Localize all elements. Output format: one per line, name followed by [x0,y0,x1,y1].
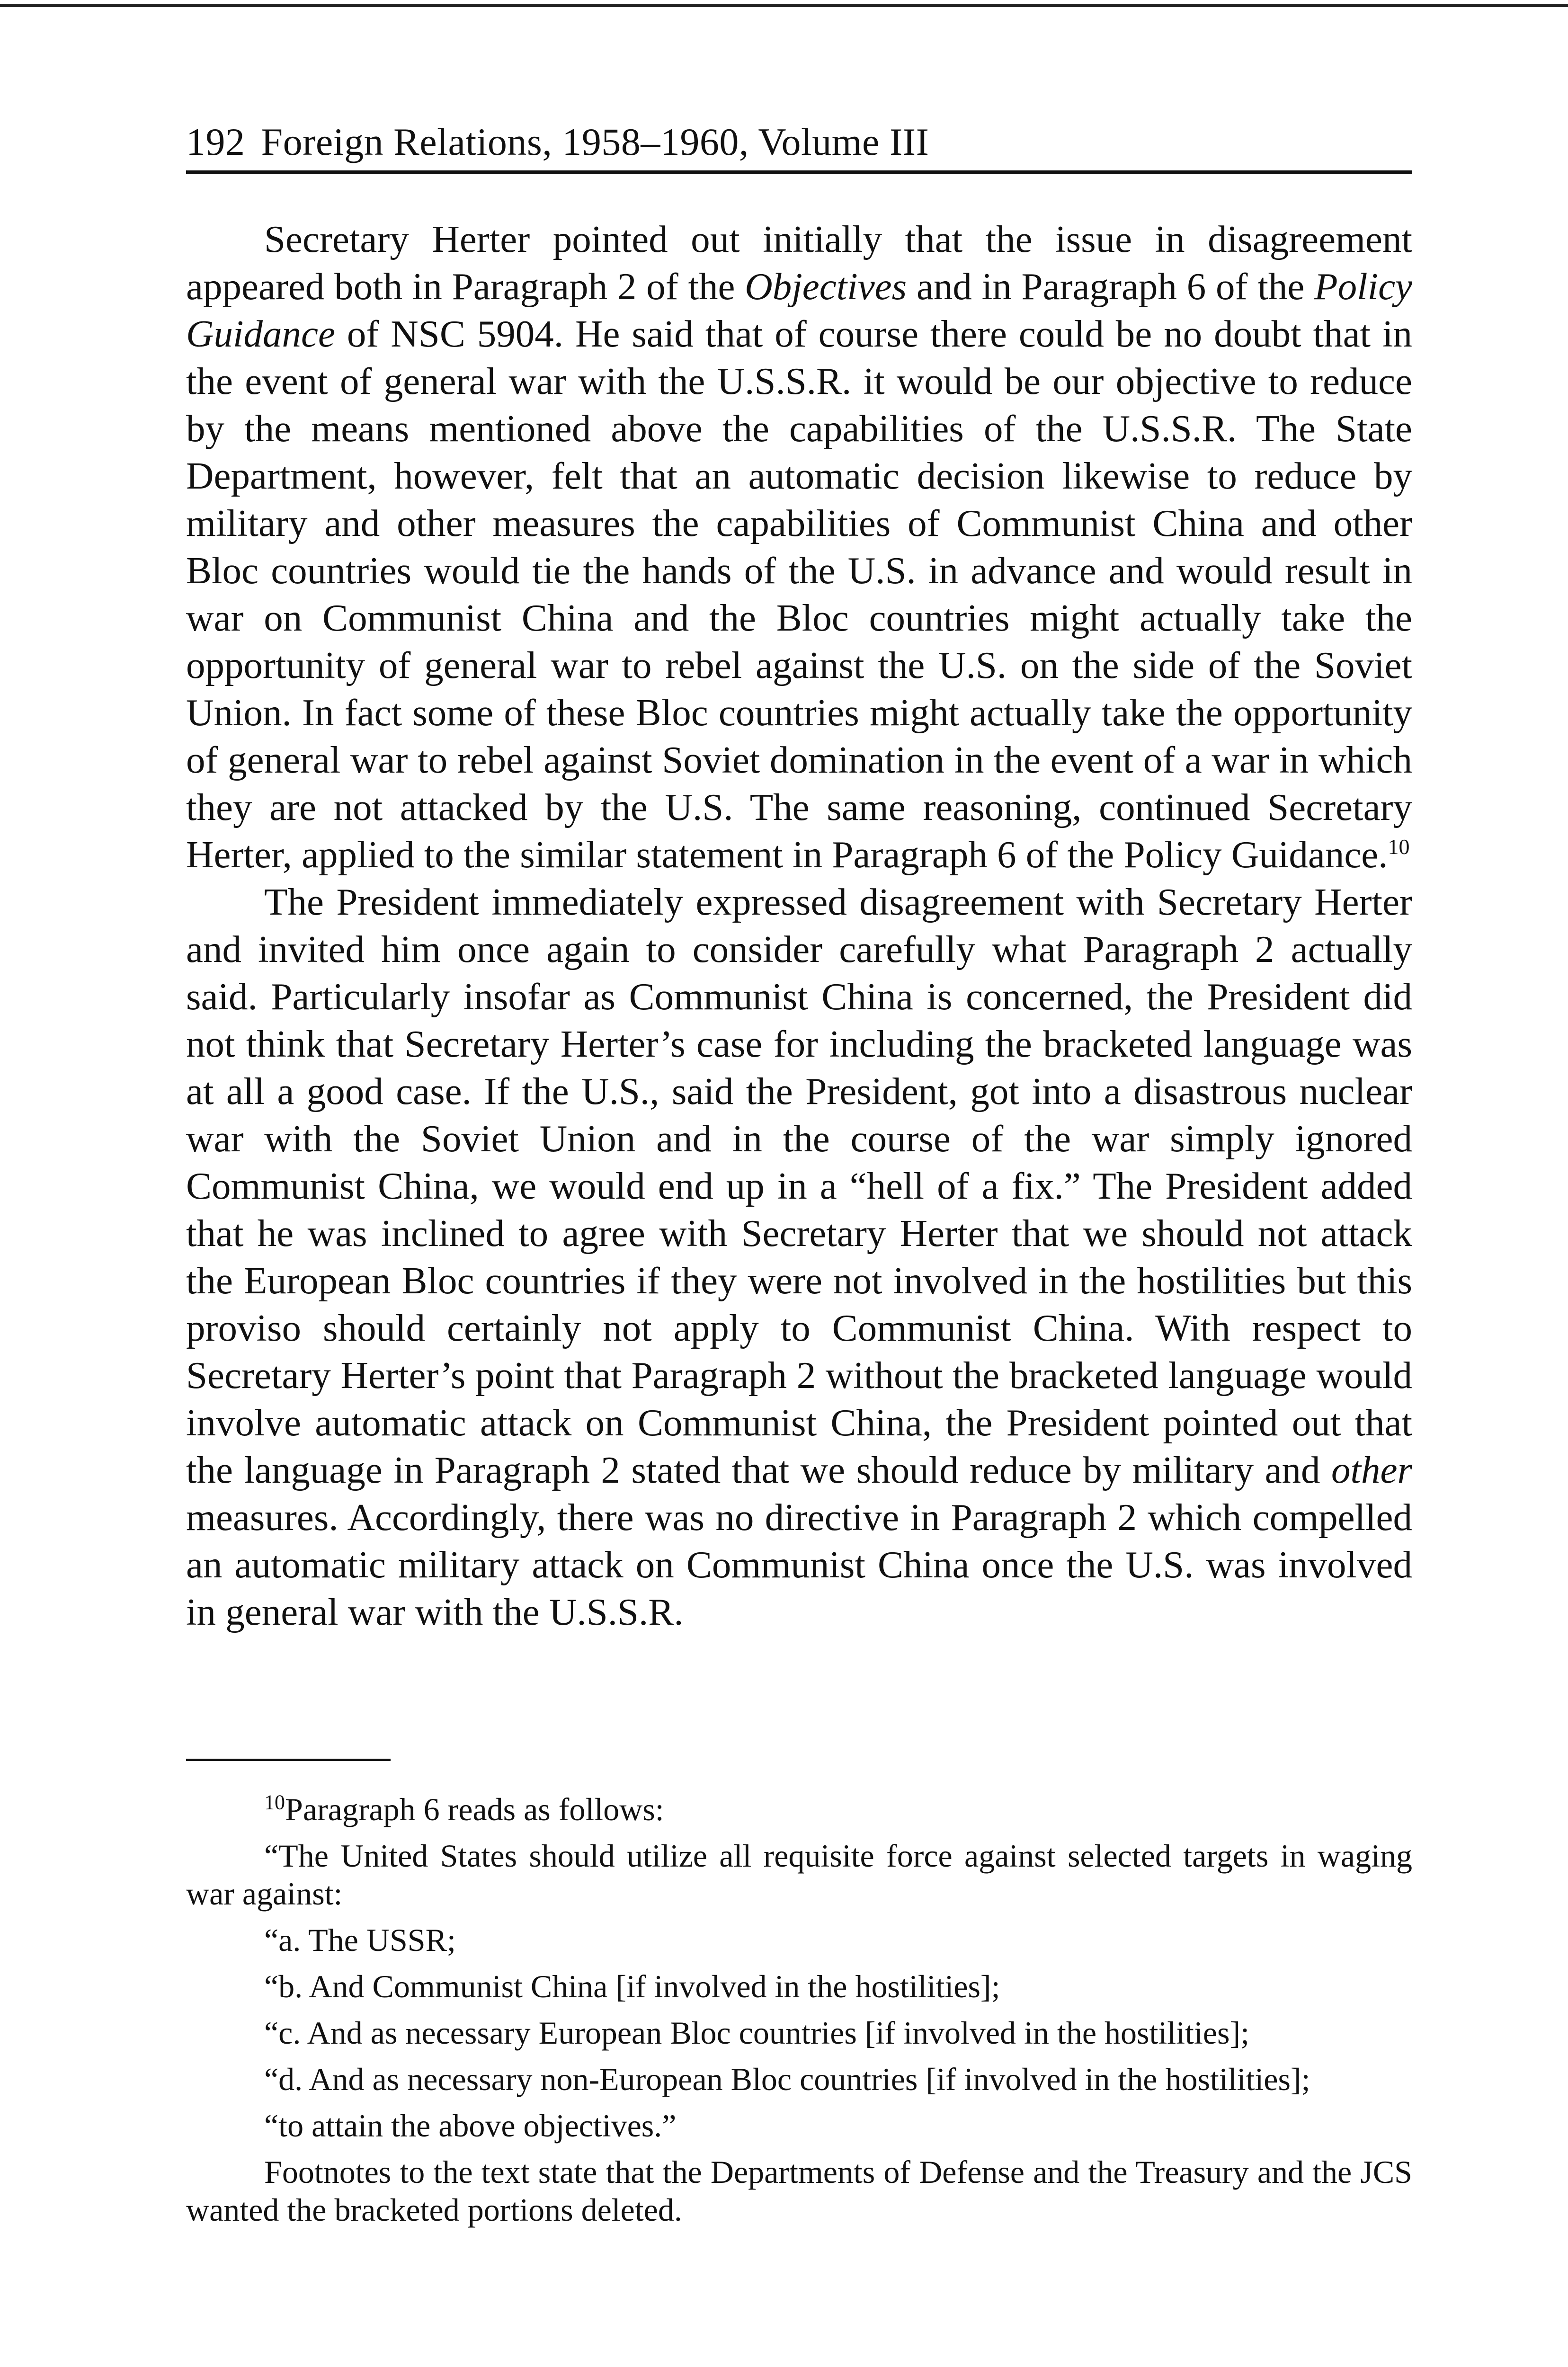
footnote-section [186,1790,1412,2229]
footnote-text: Paragraph 6 reads as follows: [285,1791,664,1827]
paragraph-herter [186,215,1412,878]
footnote-number: 10 [264,1790,285,1814]
paragraph-herter-text-2: and in Paragraph 6 of the [907,265,1315,308]
objectives-italic: Objectives [745,265,907,308]
document-page [186,118,1412,2237]
paragraph-herter-text-1: Secretary Herter pointed out initially that the issue in disagreement appeared both in Paragraph 2 of the [186,218,1412,308]
footnote-line: “d. And as necessary non-European Bloc countries [if involved in the hostilities]; [264,2061,1310,2097]
body-text [186,215,1412,1636]
paragraph-president [186,878,1412,1636]
page-number: 192 [186,120,245,163]
footnote-line: “The United States should utilize all requisite force against selected targets in waging war against: [186,1838,1412,1912]
publication-title: Foreign Relations, 1958–1960, Volume III [261,120,929,163]
paragraph-herter-text-3: of NSC 5904. He said that of course there could be no doubt that in the event of general war with the U.S.S.R. it would be our objective to reduce by the means mentioned above the capabilities of the U.S.S.R. The State Department, however, felt that an automatic decision likewise to reduce by military and other measures the capabilities of Communist China and other Bloc countries would tie the hands of the U.S. in advance and would result in war on Communist China and the Bloc countries might actually take the opportunity of general war to rebel against the U.S. on the side of the Soviet Union. In fact some of these Bloc countries might actually take the opportunity of general war to rebel against Soviet domination in the event of a war in which they are not attacked by the U.S. The same reasoning, continued Secretary Herter, applied to the similar statement in Paragraph 6 of the Policy Guidance. [186,312,1412,876]
running-header [186,118,1412,174]
footnote-divider [186,1759,391,1761]
footnote-line: “b. And Communist China [if involved in the hostilities]; [264,1968,1000,2004]
footnote-line: “a. The USSR; [264,1922,456,1958]
footnote-reference[interactable]: 10 [1388,835,1410,859]
other-italic: other [1331,1449,1412,1491]
paragraph-president-text-2: measures. Accordingly, there was no directive in Paragraph 2 which compelled an automatic military attack on Communist China once the U.S. was involved in general war with the U.S.S.R. [186,1496,1412,1633]
paragraph-president-text-1: The President immediately expressed disagreement with Secretary Herter and invited him once again to consider carefully what Paragraph 2 actually said. Particularly insofar as Communist China is concerned, the President did not think that Secretary Herter’s case for including the bracketed language was at all a good case. If the U.S., said the President, got into a disastrous nuclear war with the Soviet Union and in the course of the war simply ignored Communist China, we would end up in a “hell of a fix.” The President added that he was inclined to agree with Secretary Herter that we should not attack the European Bloc countries if they were not involved in the hostilities but this proviso should certainly not apply to Communist China. With respect to Secretary Herter’s point that Paragraph 2 without the bracketed language would involve automatic attack on Communist China, the President pointed out that the language in Paragraph 2 stated that we should reduce by military and [186,881,1412,1491]
footnote-line: “c. And as necessary European Bloc countries [if involved in the hostilities]; [264,2015,1250,2051]
footnote-line [186,1790,1412,1828]
policy-guidance-italic: Policy Guidance [186,265,1412,355]
footnote-line: Footnotes to the text state that the Departments of Defense and the Treasury and the JCS wanted the bracketed portions deleted. [186,2154,1412,2228]
footnote-line: “to attain the above objectives.” [264,2108,677,2144]
page-top-edge-rule [0,4,1568,7]
